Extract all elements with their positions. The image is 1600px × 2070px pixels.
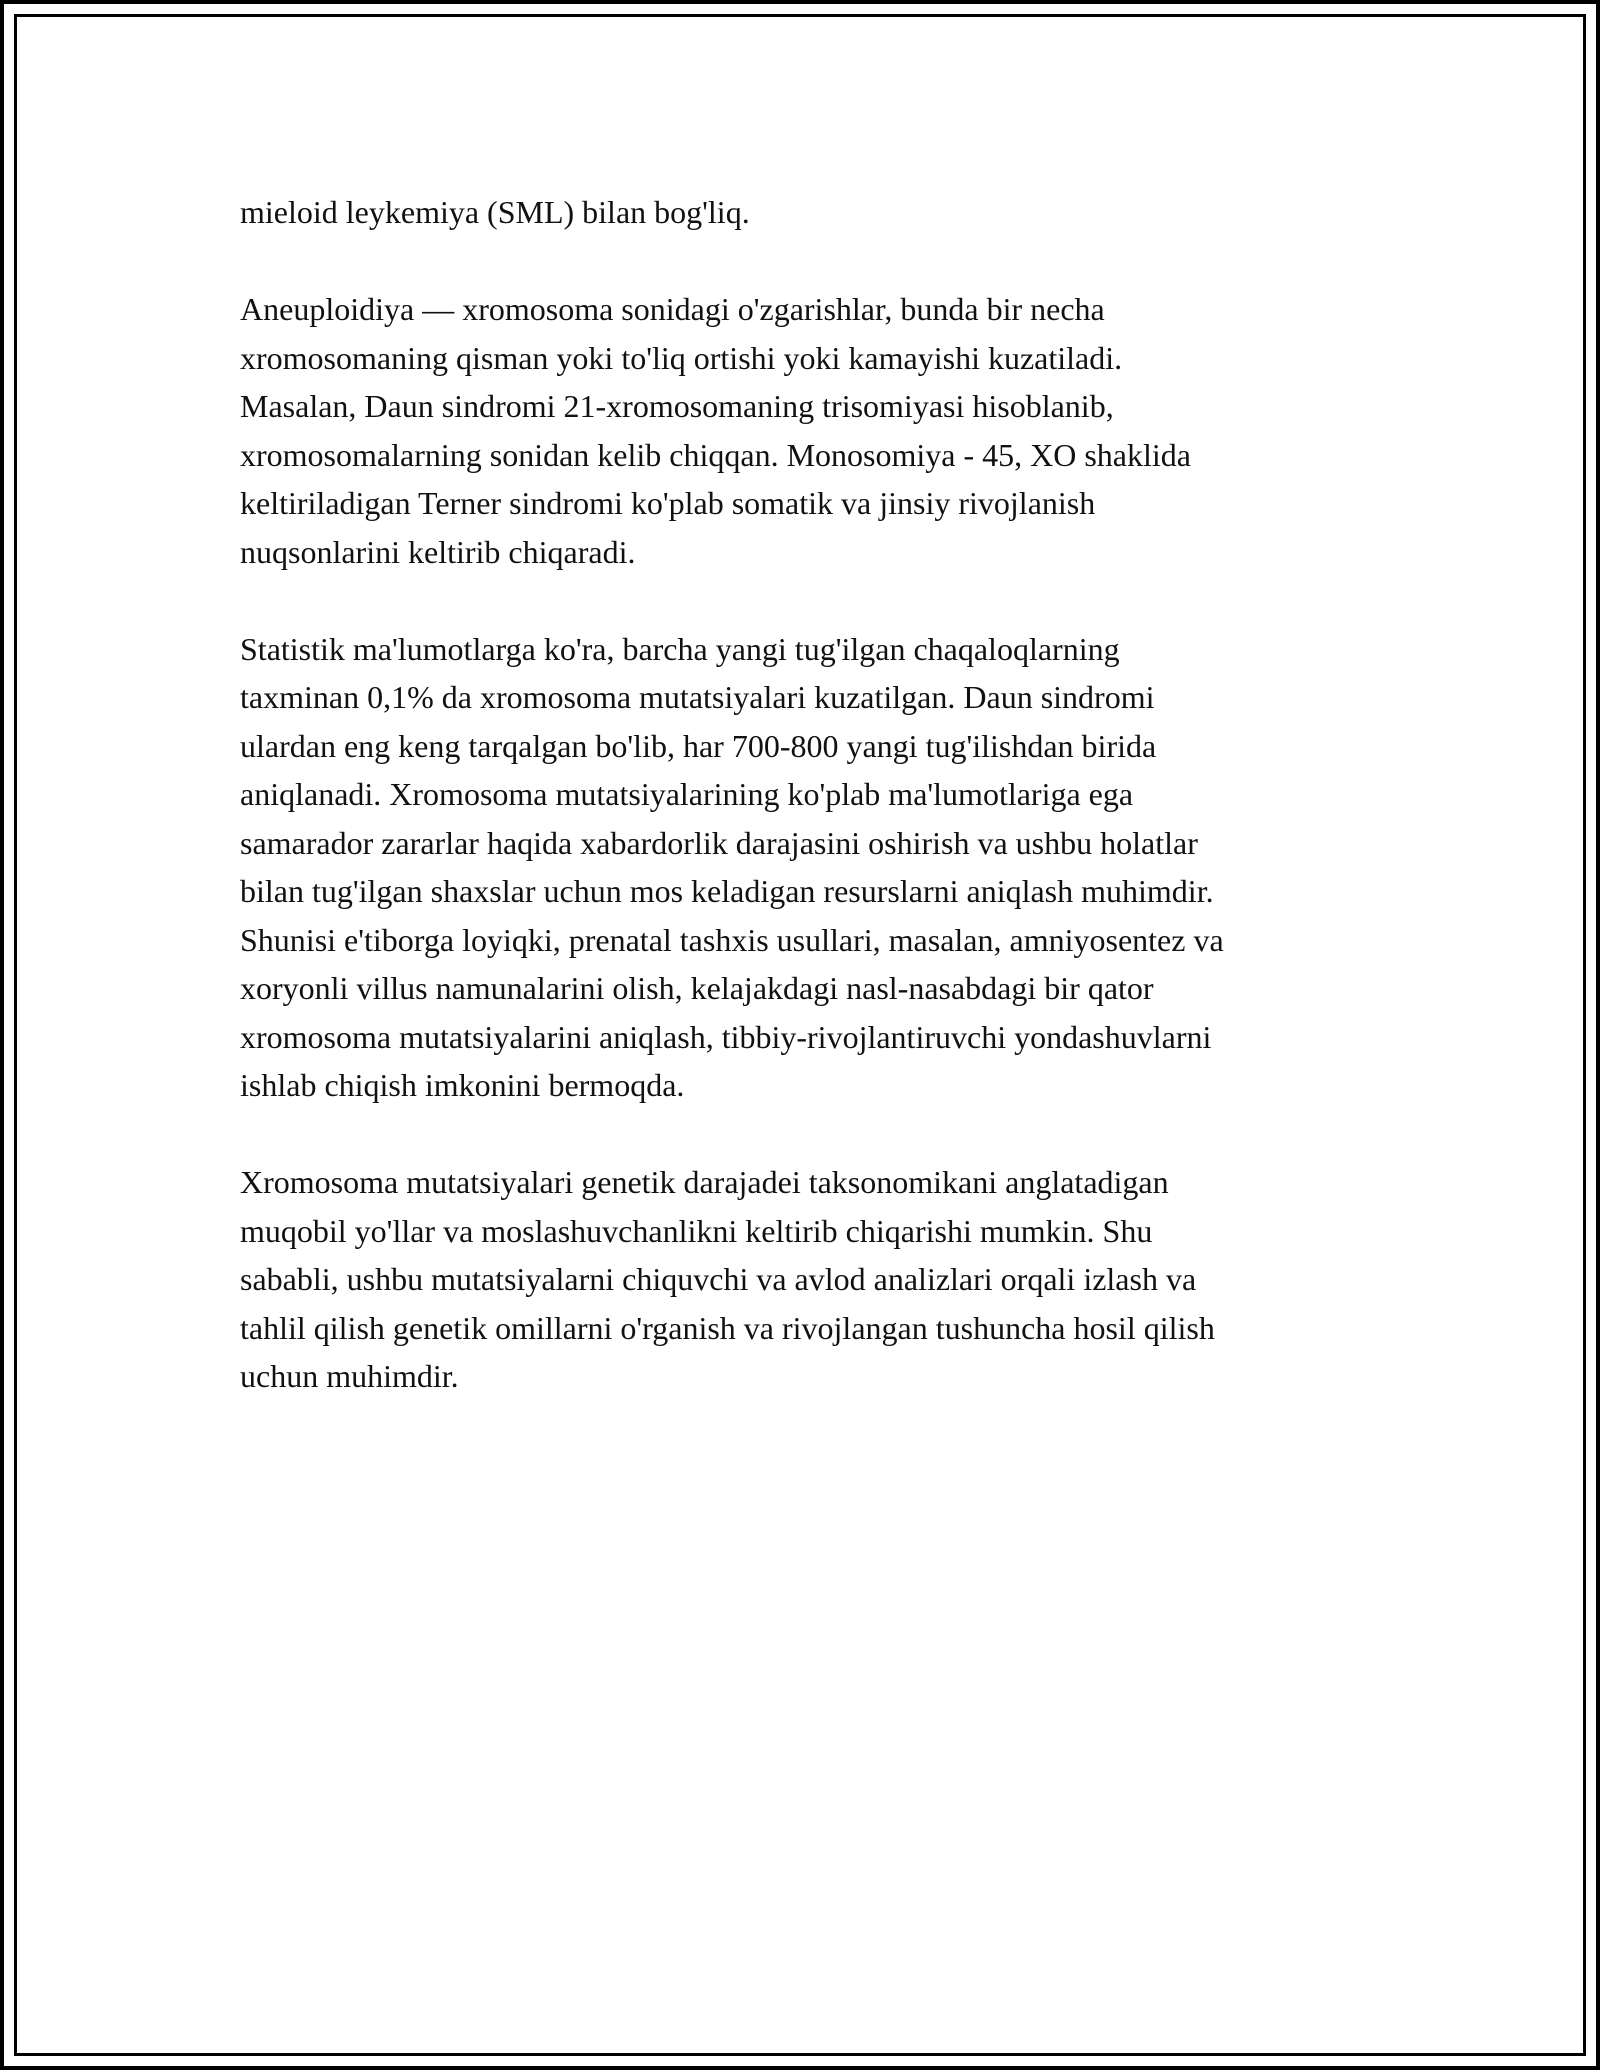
document-body xyxy=(240,188,1380,1449)
paragraph-1: mieloid leykemiya (SML) bilan bog'liq. xyxy=(240,194,750,230)
paragraph-4: Xromosoma mutatsiyalari genetik darajadei taksonomikani anglatadigan muqobil yo'llar va moslashuvchanlikni keltirib chiqarishi mumkin. Shu sababli, ushbu mutatsiyalarni chiquvchi va avlod analizlari orqali izlash va tahlil qilish genetik omillarni o'rganish va rivojlangan tushuncha hosil qilish uchun muhimdir. xyxy=(240,1164,1215,1394)
paragraph-2: Aneuploidiya — xromosoma sonidagi o'zgarishlar, bunda bir necha xromosomaning qisman yoki to'liq ortishi yoki kamayishi kuzatiladi. Masalan, Daun sindromi 21-xromosomaning trisomiyasi hisoblanib, xromosomalarning sonidan kelib chiqqan. Monosomiya - 45, XO shaklida keltiriladigan Terner sindromi ko'plab somatik va jinsiy rivojlanish nuqsonlarini keltirib chiqaradi. xyxy=(240,291,1191,570)
paragraph-3: Statistik ma'lumotlarga ko'ra, barcha yangi tug'ilgan chaqaloqlarning taxminan 0,1% da xromosoma mutatsiyalari kuzatilgan. Daun sindromi ulardan eng keng tarqalgan bo'lib, har 700-800 yangi tug'ilishdan birida aniqlanadi. Xromosoma mutatsiyalarining ko'plab ma'lumotlariga ega samarador zararlar haqida xabardorlik darajasini oshirish va ushbu holatlar bilan tug'ilgan shaxslar uchun mos keladigan resurslarni aniqlash muhimdir. Shunisi e'tiborga loyiqki, prenatal tashxis usullari, masalan, amniyosentez va xoryonli villus namunalarini olish, kelajakdagi nasl-nasabdagi bir qator xromosoma mutatsiyalarini aniqlash, tibbiy-rivojlantiruvchi yondashuvlarni ishlab chiqish imkonini bermoqda. xyxy=(240,630,1224,1103)
